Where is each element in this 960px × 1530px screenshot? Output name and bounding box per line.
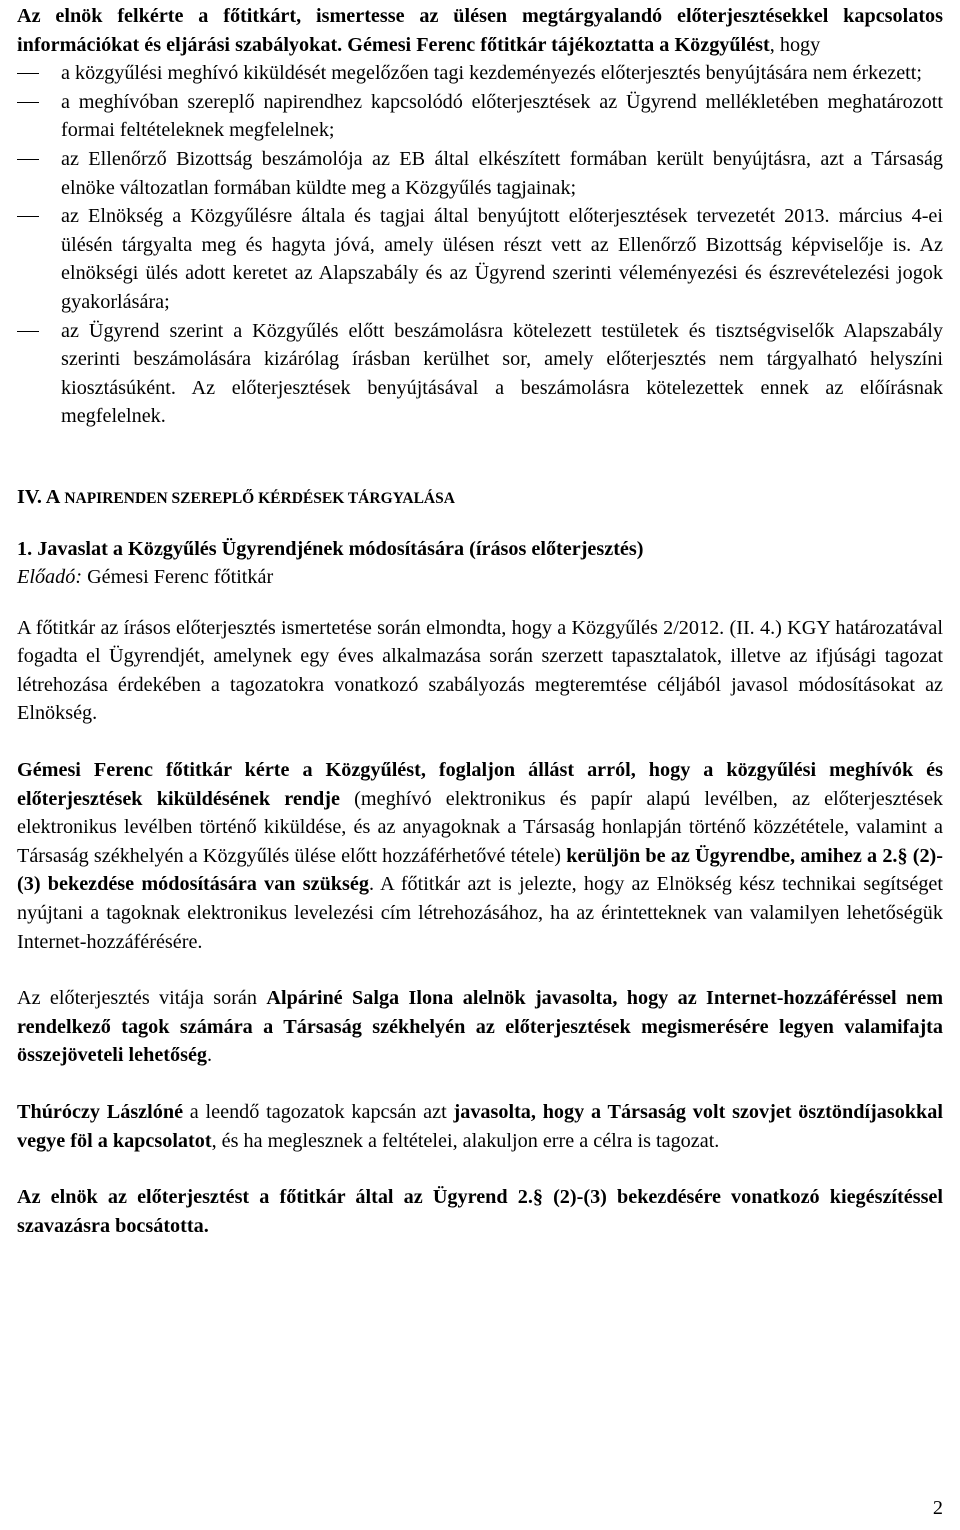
body-paragraph — [17, 756, 943, 956]
section-heading: IV. A NAPIRENDEN SZEREPLŐ KÉRDÉSEK TÁRGYALÁSA — [17, 485, 455, 508]
body-paragraph — [17, 984, 943, 1070]
page-number: 2 — [932, 1497, 943, 1519]
text-run: az Ellenőrző Bizottság beszámolója az EB által elkészített formában került benyújtásra, azt a Társaság elnöke változatlan formában küldte meg a Közgyűlés tagjainak; — [61, 147, 943, 199]
presenter-label: Előadó: — [17, 566, 83, 589]
dash-bullet-icon — [17, 216, 39, 217]
text-run: az Ügyrend szerint a Közgyűlés előtt beszámolásra kötelezett testületek és tisztségviselők Alapszabály szerinti beszámolására kizárólag írásban kerülhet sor, amely előterjesztés nem tárgyalható helyszíni kiosztásúként. Az előterjesztések benyújtásával a beszámolásra kötelezettek ennek az előírásnak megfelelnek. — [61, 319, 943, 428]
bullet-item — [17, 317, 943, 431]
bold-text-run: kerüljön be az Ügyrendbe, amihez a 2.§ (2)-(3) bekezdése módosítására van szükség — [17, 844, 943, 896]
bullet-item — [17, 88, 943, 145]
dash-bullet-icon — [17, 73, 39, 74]
dash-bullet-icon — [17, 102, 39, 103]
bold-text-run: Az elnök felkérte a főtitkárt, ismertesse az ülésen megtárgyalandó előterjesztésekkel kapcsolatos információkat és eljárási szabályokat. Gémesi Ferenc főtitkár tájékoztatta a Közgyűlést — [17, 5, 943, 56]
bullet-list — [17, 59, 943, 431]
text-run: . A főtitkár azt is jelezte, hogy az Elnökség kész technikai segítséget nyújtani a tagoknak elektronikus levelezési cím létrehozásához, ha az érintetteknek van valamilyen lehetőségük Internet-hozzáférésére. — [17, 873, 943, 953]
text-run: . — [207, 1044, 213, 1067]
text-run: a meghívóban szereplő napirendhez kapcsolódó előterjesztések az Ügyrend mellékletében meghatározott formai feltételeknek megfelelnek; — [61, 90, 943, 142]
presenter-name: Gémesi Ferenc főtitkár — [82, 566, 274, 589]
bold-text-run: Gémesi Ferenc főtitkár kérte a Közgyűlést, foglaljon állást arról, hogy a közgyűlési meghívók és előterjesztések kiküldésének rendje — [17, 759, 943, 810]
bullet-item — [17, 145, 943, 202]
text-run: , és ha meglesznek a feltételei, alakuljon erre a célra is tagozat. — [211, 1129, 720, 1152]
bullet-item — [17, 59, 943, 88]
bold-text-run: Alpáriné Salga Ilona alelnök javasolta, hogy az Internet-hozzáféréssel nem rendelkező tagok számára a Társaság székhelyén az előterjesztések megismerésére legyen valamifajta összejöveteli lehetőség — [17, 987, 944, 1067]
presenter-line — [17, 563, 943, 592]
text-run: (meghívó elektronikus és papír alapú levélben, az előterjesztések elektronikus levélben történő kiküldése, és az anyagoknak a Társaság honlapján történő közzététele, valamint a Társaság székhelyén a Közgyűlés ülése előtt hozzáférhetővé tétele) — [17, 787, 943, 867]
text-run: a közgyűlési meghívó kiküldését megelőzően tagi kezdeményezés előterjesztés benyújtására nem érkezett; — [61, 62, 922, 85]
document-page — [17, 2, 943, 1240]
body-paragraph — [17, 1098, 943, 1155]
bold-text-run: javasolta, hogy a Társaság volt szovjet ösztöndíjasokkal vegye föl a kapcsolatot — [17, 1101, 943, 1152]
intro-paragraph — [17, 2, 943, 59]
text-run: Az előterjesztés vitája során — [17, 987, 267, 1010]
bold-text-run: Az elnök az előterjesztést a főtitkár által az Ügyrend 2.§ (2)-(3) bekezdésére vonatkozó kiegészítéssel szavazásra bocsátotta. — [17, 1186, 943, 1237]
text-run: , hogy — [769, 33, 821, 56]
dash-bullet-icon — [17, 331, 39, 332]
text-run: A főtitkár az írásos előterjesztés ismertetése során elmondta, hogy a Közgyűlés 2/2012. (II. 4.) KGY határozatával fogadta el Ügyrendjét, amelynek egy éves alkalmazása során szerzett tapasztalatok, illetve az ifjúsági tagozat létrehozása érdekében a tagozatokra vonatkozó szabályozás megteremtése céljából javasol módosításokat az Elnökség. — [17, 616, 943, 725]
text-run: a leendő tagozatok kapcsán azt — [183, 1101, 454, 1123]
bullet-item — [17, 202, 943, 316]
body-paragraph — [17, 1183, 943, 1240]
text-run: az Elnökség a Közgyűlésre általa és tagjai által benyújtott előterjesztések tervezetét 2013. március 4-ei ülésén tárgyalta meg és hagyta jóvá, amely ülésen részt vett az Ellenőrző Bizottság képviselője is. Az elnökségi ülés adott keretet az Alapszabály és az Ügyrend szerinti véleményezési és észrevételezési jogok gyakorlására; — [61, 205, 943, 313]
bold-text-run: Thúróczy Lászlóné — [17, 1101, 184, 1123]
body-paragraph — [17, 614, 943, 728]
agenda-item-title: 1. Javaslat a Közgyűlés Ügyrendjének módosítására (írásos előterjesztés) — [17, 537, 644, 560]
dash-bullet-icon — [17, 159, 39, 160]
